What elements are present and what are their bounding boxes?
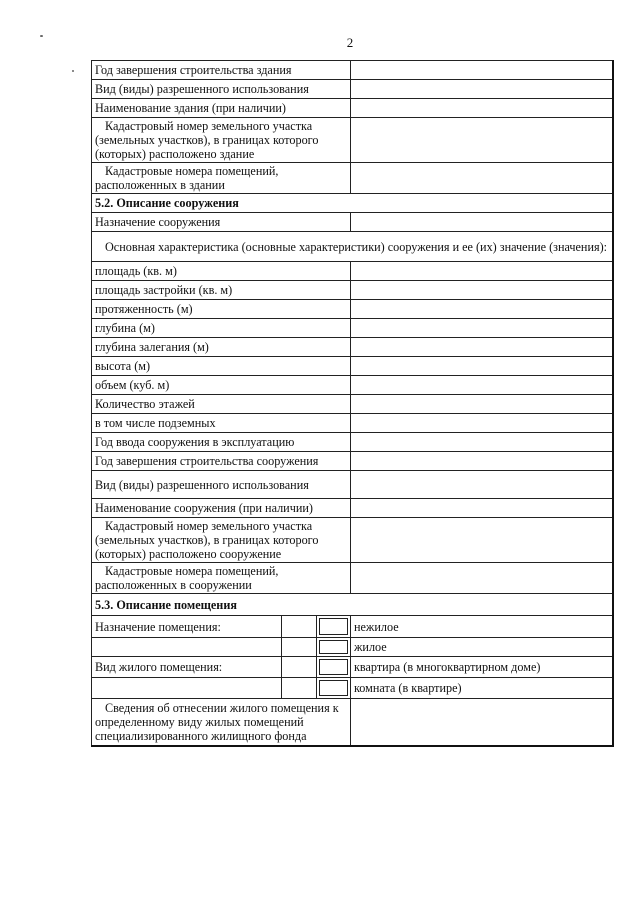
structure-land-cadastral-field[interactable] [351, 518, 613, 563]
premises-section-title: 5.3. Описание помещения [92, 594, 613, 616]
structure-permitted-use-label: Вид (виды) разрешенного использования [92, 471, 351, 499]
structure-name-field[interactable] [351, 499, 613, 518]
residential-checkbox[interactable] [317, 638, 351, 657]
object-description-form [91, 60, 614, 747]
nonresidential-checkbox[interactable] [317, 616, 351, 638]
underground-floors-label: в том числе подземных [92, 414, 351, 433]
structure-name-label: Наименование сооружения (при наличии) [92, 499, 351, 518]
structure-land-cadastral-label: Кадастровый номер земельного участка (земельных участков), в границах которого (которых) расположено сооружение [92, 518, 351, 563]
page-number: 2 [346, 35, 354, 50]
room-checkbox[interactable] [317, 678, 351, 699]
characteristic-built-area-label: площадь застройки (кв. м) [92, 281, 351, 300]
structure-permitted-use-field[interactable] [351, 471, 613, 499]
building-name-field[interactable] [351, 99, 613, 118]
structure-section-title: 5.2. Описание сооружения [92, 194, 613, 213]
characteristic-volume-label: объем (куб. м) [92, 376, 351, 395]
option-residential-label: жилое [351, 638, 613, 657]
residential-type-label: Вид жилого помещения: [92, 657, 282, 678]
characteristic-depth-field[interactable] [351, 319, 613, 338]
building-completion-year-field[interactable] [351, 61, 613, 80]
characteristic-area-label: площадь (кв. м) [92, 262, 351, 281]
premises-purpose-label: Назначение помещения: [92, 616, 282, 638]
building-completion-year-label: Год завершения строительства здания [92, 61, 351, 80]
floors-label: Количество этажей [92, 395, 351, 414]
structure-premises-cadastral-field[interactable] [351, 563, 613, 594]
option-apartment-label: квартира (в многоквартирном доме) [351, 657, 613, 678]
characteristic-height-field[interactable] [351, 357, 613, 376]
characteristic-area-field[interactable] [351, 262, 613, 281]
characteristic-depth-label: глубина (м) [92, 319, 351, 338]
structure-purpose-label: Назначение сооружения [92, 213, 351, 232]
specialized-fund-field[interactable] [351, 699, 613, 746]
option-nonresidential-label: нежилое [351, 616, 613, 638]
building-premises-cadastral-label: Кадастровые номера помещений, расположенных в здании [92, 163, 351, 194]
characteristic-volume-field[interactable] [351, 376, 613, 395]
characteristic-built-area-field[interactable] [351, 281, 613, 300]
characteristic-length-label: протяженность (м) [92, 300, 351, 319]
floors-field[interactable] [351, 395, 613, 414]
structure-purpose-field[interactable] [351, 213, 613, 232]
structure-completion-year-label: Год завершения строительства сооружения [92, 452, 351, 471]
scan-speck [72, 70, 74, 72]
scan-speck [40, 35, 43, 37]
building-permitted-use-field[interactable] [351, 80, 613, 99]
characteristic-height-label: высота (м) [92, 357, 351, 376]
building-land-cadastral-field[interactable] [351, 118, 613, 163]
commissioning-year-field[interactable] [351, 433, 613, 452]
structure-completion-year-field[interactable] [351, 452, 613, 471]
building-premises-cadastral-field[interactable] [351, 163, 613, 194]
building-permitted-use-label: Вид (виды) разрешенного использования [92, 80, 351, 99]
characteristic-burial-depth-field[interactable] [351, 338, 613, 357]
option-room-label: комната (в квартире) [351, 678, 613, 699]
characteristic-burial-depth-label: глубина залегания (м) [92, 338, 351, 357]
underground-floors-field[interactable] [351, 414, 613, 433]
commissioning-year-label: Год ввода сооружения в эксплуатацию [92, 433, 351, 452]
building-name-label: Наименование здания (при наличии) [92, 99, 351, 118]
building-land-cadastral-label: Кадастровый номер земельного участка (земельных участков), в границах которого (которых) расположено здание [92, 118, 351, 163]
apartment-checkbox[interactable] [317, 657, 351, 678]
specialized-fund-label: Сведения об отнесении жилого помещения к определенному виду жилых помещений специализированного жилищного фонда [92, 699, 351, 746]
characteristic-length-field[interactable] [351, 300, 613, 319]
structure-premises-cadastral-label: Кадастровые номера помещений, расположенных в сооружении [92, 563, 351, 594]
structure-characteristics-label: Основная характеристика (основные характеристики) сооружения и ее (их) значение (значения): [92, 232, 613, 262]
